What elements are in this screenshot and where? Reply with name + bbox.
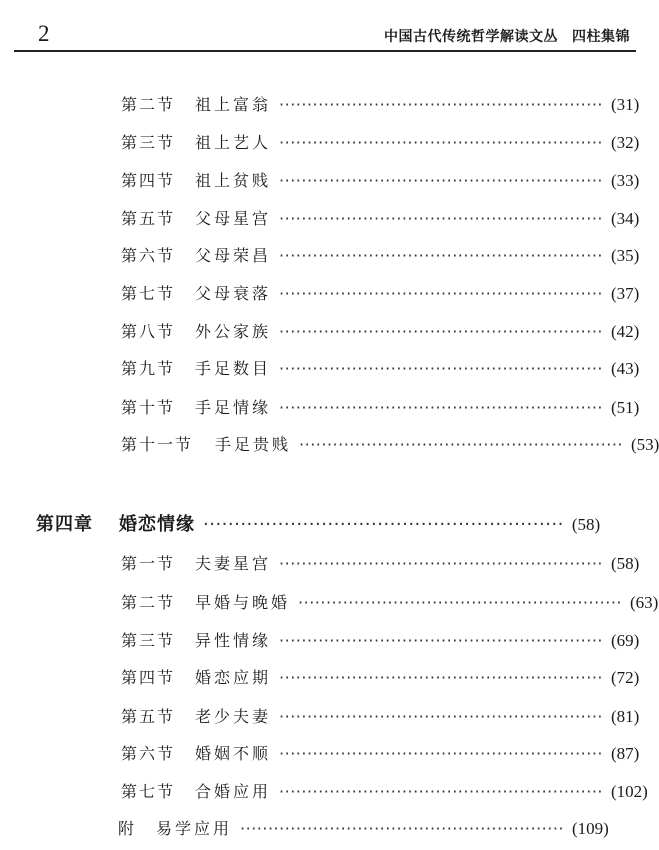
toc-row[interactable] [121,321,640,343]
toc-row[interactable] [121,397,640,419]
toc-row[interactable] [121,630,640,652]
running-head [384,28,630,46]
section-number: 第十一节 [121,435,194,454]
page-ref: (31) [611,95,640,114]
toc-row[interactable] [121,170,640,192]
page-ref: (53) [631,435,659,454]
section-number: 第一节 [121,554,176,573]
section-title: 婚姻不顺 [195,744,272,763]
section-title: 老少夫妻 [195,707,272,726]
section-title: 父母衰落 [195,284,272,303]
page-ref: (109) [572,819,609,838]
page-ref: (51) [611,398,640,417]
toc-row[interactable] [121,94,640,116]
page-ref: (33) [611,171,640,190]
section-title: 异性情缘 [195,631,272,650]
toc-row[interactable] [121,743,640,765]
running-header [14,20,636,52]
appendix-marker: 附 [118,819,137,838]
section-number: 第四节 [121,668,176,687]
toc-row[interactable] [121,434,659,456]
appendix-row[interactable] [118,818,609,840]
leader-dots: ·························································· [279,284,604,303]
page-ref: (42) [611,322,640,341]
section-number: 第五节 [121,209,176,228]
section-number: 第十节 [121,398,176,417]
section-number: 第六节 [121,744,176,763]
leader-dots: ·························································· [279,171,604,190]
toc-row[interactable] [121,208,640,230]
section-number: 第七节 [121,284,176,303]
section-title: 手足贵贱 [215,435,292,454]
toc-row[interactable] [121,283,640,305]
page-ref: (81) [611,707,640,726]
toc-row[interactable] [121,245,640,267]
page-ref: (102) [611,782,648,801]
page-ref: (63) [630,593,659,612]
toc-row[interactable] [121,132,640,154]
section-title: 外公家族 [195,322,272,341]
section-title: 婚恋应期 [195,668,272,687]
section-title: 父母星宫 [195,209,272,228]
leader-dots: ·························································· [279,133,604,152]
section-number: 第九节 [121,359,176,378]
leader-dots: ·························································· [240,819,565,838]
leader-dots: ·························································· [279,95,604,114]
leader-dots: ·························································· [279,744,604,763]
chapter-title: 婚恋情缘 [119,514,195,535]
section-number: 第三节 [121,631,176,650]
leader-dots: ·························································· [279,782,604,801]
section-title: 父母荣昌 [195,246,272,265]
page-ref: (34) [611,209,640,228]
section-title: 合婚应用 [195,782,272,801]
series-title: 中国古代传统哲学解读文丛 [384,29,558,45]
section-number: 第四节 [121,171,176,190]
leader-dots: ·························································· [279,322,604,341]
leader-dots: ·························································· [279,554,604,573]
section-title: 手足情缘 [195,398,272,417]
leader-dots: ·························································· [299,435,624,454]
page-ref: (32) [611,133,640,152]
page-ref: (87) [611,744,640,763]
leader-dots: ·························································· [279,359,604,378]
section-number: 第七节 [121,782,176,801]
section-number: 第二节 [121,593,176,612]
section-title: 早婚与晚婚 [195,593,291,612]
leader-dots: ·························································· [203,514,564,535]
toc-row[interactable] [121,592,659,614]
leader-dots: ·························································· [279,668,604,687]
section-title: 祖上艺人 [195,133,272,152]
toc-row[interactable] [121,706,640,728]
page-number: 2 [38,21,50,46]
section-number: 第六节 [121,246,176,265]
section-title: 夫妻星宫 [195,554,272,573]
leader-dots: ·························································· [279,209,604,228]
leader-dots: ·························································· [279,398,604,417]
toc-row[interactable] [121,667,640,689]
appendix-title: 易学应用 [156,819,233,838]
leader-dots: ·························································· [279,707,604,726]
section-number: 第八节 [121,322,176,341]
section-title: 祖上贫贱 [195,171,272,190]
toc-row[interactable] [121,358,640,380]
section-number: 第三节 [121,133,176,152]
book-title: 四柱集锦 [572,29,630,45]
leader-dots: ·························································· [279,246,604,265]
page-ref: (35) [611,246,640,265]
page-ref: (69) [611,631,640,650]
section-number: 第二节 [121,95,176,114]
chapter-row[interactable] [36,514,601,536]
leader-dots: ·························································· [298,593,623,612]
toc-row[interactable] [121,553,640,575]
page-ref: (43) [611,359,640,378]
page-ref: (37) [611,284,640,303]
page-ref: (58) [611,554,640,573]
section-title: 祖上富翁 [195,95,272,114]
section-number: 第五节 [121,707,176,726]
page-ref: (58) [571,515,601,534]
toc-row[interactable] [121,781,648,803]
chapter-number: 第四章 [36,514,93,535]
leader-dots: ·························································· [279,631,604,650]
section-title: 手足数目 [195,359,272,378]
page-ref: (72) [611,668,640,687]
